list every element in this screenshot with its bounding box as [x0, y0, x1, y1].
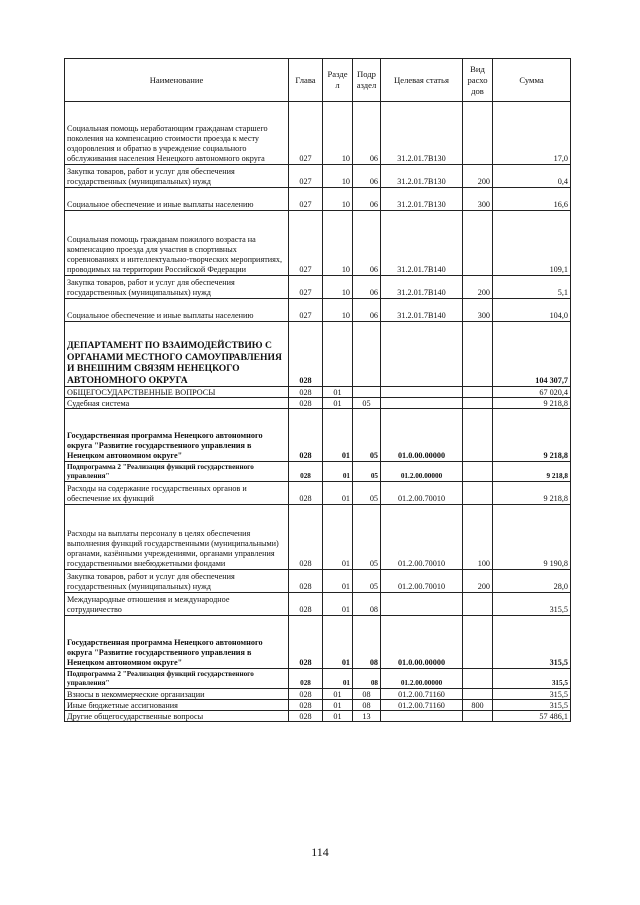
cell-vid: 800: [463, 700, 493, 711]
cell-glava: 027: [289, 276, 323, 299]
cell-podrazdel: 05: [353, 505, 381, 570]
cell-vid: [463, 689, 493, 700]
cell-celevaya: 31.2.01.7В140: [381, 299, 463, 322]
cell-vid: [463, 102, 493, 165]
table-row: [65, 398, 571, 409]
table-row-subprogram: [65, 669, 571, 689]
table-row-program: [65, 409, 571, 462]
cell-glava: 028: [289, 700, 323, 711]
cell-name: Расходы на содержание государственных органов и обеспечение их функций: [65, 482, 289, 505]
cell-celevaya: 01.2.00.00000: [381, 462, 463, 482]
cell-razdel: 01: [323, 669, 353, 689]
table-row-subprogram: [65, 462, 571, 482]
cell-razdel: 01: [323, 398, 353, 409]
cell-glava: 027: [289, 188, 323, 211]
cell-razdel: 01: [323, 482, 353, 505]
cell-vid: 200: [463, 570, 493, 593]
cell-glava: 028: [289, 482, 323, 505]
cell-razdel: 10: [323, 276, 353, 299]
cell-name: Международные отношения и международное сотрудничество: [65, 593, 289, 616]
cell-podrazdel: 06: [353, 165, 381, 188]
cell-podrazdel: 06: [353, 211, 381, 276]
table-row-department: [65, 322, 571, 387]
cell-vid: [463, 669, 493, 689]
cell-summa: 16,6: [493, 188, 571, 211]
cell-summa: 0,4: [493, 165, 571, 188]
cell-summa: 315,5: [493, 669, 571, 689]
table-header-row: [65, 59, 571, 102]
cell-podrazdel: 05: [353, 462, 381, 482]
cell-glava: 028: [289, 398, 323, 409]
cell-summa: 28,0: [493, 570, 571, 593]
cell-celevaya: 01.2.00.70010: [381, 570, 463, 593]
cell-vid: 300: [463, 188, 493, 211]
cell-glava: 028: [289, 689, 323, 700]
cell-celevaya: [381, 322, 463, 387]
table-row: [65, 593, 571, 616]
cell-razdel: 01: [323, 700, 353, 711]
table-row: [65, 482, 571, 505]
cell-name: Социальное обеспечение и иные выплаты населению: [65, 299, 289, 322]
cell-summa: 9 190,8: [493, 505, 571, 570]
cell-name: Судебная система: [65, 398, 289, 409]
cell-razdel: 10: [323, 165, 353, 188]
header-vid: Вид расхо дов: [463, 59, 493, 102]
cell-razdel: 01: [323, 616, 353, 669]
cell-vid: [463, 211, 493, 276]
cell-celevaya: 31.2.01.7В140: [381, 211, 463, 276]
table-row: [65, 387, 571, 398]
cell-podrazdel: [353, 322, 381, 387]
cell-podrazdel: 06: [353, 102, 381, 165]
cell-razdel: 01: [323, 689, 353, 700]
cell-name: Иные бюджетные ассигнования: [65, 700, 289, 711]
cell-podrazdel: 08: [353, 616, 381, 669]
cell-glava: 028: [289, 593, 323, 616]
cell-celevaya: 01.2.00.71160: [381, 689, 463, 700]
cell-name: Закупка товаров, работ и услуг для обеспечения государственных (муниципальных) нужд: [65, 165, 289, 188]
cell-name: Социальная помощь гражданам пожилого возраста на компенсацию проезда для участия в спортивных соревнованиях и интеллектуально-творческих мероприятиях, проводимых на территории Российской Федерации: [65, 211, 289, 276]
cell-name: Расходы на выплаты персоналу в целях обеспечения выполнения функций государственными (муниципальными) органами, казёнными учреждениями, органами управления государственными внебюджетными фондами: [65, 505, 289, 570]
cell-name: Государственная программа Ненецкого автономного округа "Развитие государственного управления в Ненецком автономном округе": [65, 409, 289, 462]
cell-glava: 028: [289, 711, 323, 722]
cell-razdel: 01: [323, 711, 353, 722]
cell-summa: 315,5: [493, 700, 571, 711]
cell-podrazdel: [353, 387, 381, 398]
cell-summa: 5,1: [493, 276, 571, 299]
cell-name: ДЕПАРТАМЕНТ ПО ВЗАИМОДЕЙСТВИЮ С ОРГАНАМИ МЕСТНОГО САМОУПРАВЛЕНИЯ И ВНЕШНИМ СВЯЗЯМ НЕНЕЦКОГО АВТОНОМНОГО ОКРУГА: [65, 322, 289, 387]
table-row-program: [65, 616, 571, 669]
cell-podrazdel: 08: [353, 689, 381, 700]
header-summa: Сумма: [493, 59, 571, 102]
cell-name: Закупка товаров, работ и услуг для обеспечения государственных (муниципальных) нужд: [65, 570, 289, 593]
cell-glava: 028: [289, 570, 323, 593]
cell-summa: 315,5: [493, 593, 571, 616]
cell-summa: 109,1: [493, 211, 571, 276]
cell-celevaya: 01.2.00.00000: [381, 669, 463, 689]
cell-razdel: 01: [323, 505, 353, 570]
cell-glava: 028: [289, 616, 323, 669]
cell-vid: [463, 616, 493, 669]
table-row: [65, 276, 571, 299]
table-row: [65, 711, 571, 722]
cell-name: ОБЩЕГОСУДАРСТВЕННЫЕ ВОПРОСЫ: [65, 387, 289, 398]
cell-name: Подпрограмма 2 "Реализация функций государственного управления": [65, 669, 289, 689]
cell-celevaya: [381, 387, 463, 398]
cell-podrazdel: 05: [353, 482, 381, 505]
cell-celevaya: 01.0.00.00000: [381, 409, 463, 462]
cell-name: Социальная помощь неработающим гражданам старшего поколения на компенсацию стоимости проезда к месту оздоровления и обратно в учреждение социального обслуживания населения Ненецкого автономного округа: [65, 102, 289, 165]
cell-celevaya: 01.2.00.70010: [381, 482, 463, 505]
table-row: [65, 689, 571, 700]
cell-razdel: 10: [323, 299, 353, 322]
table-row: [65, 165, 571, 188]
cell-vid: [463, 462, 493, 482]
cell-podrazdel: 05: [353, 409, 381, 462]
table-row: [65, 700, 571, 711]
cell-glava: 028: [289, 505, 323, 570]
cell-vid: 200: [463, 276, 493, 299]
header-razdel: Разде л: [323, 59, 353, 102]
cell-vid: 100: [463, 505, 493, 570]
table-row: [65, 211, 571, 276]
cell-name: Другие общегосударственные вопросы: [65, 711, 289, 722]
cell-name: Социальное обеспечение и иные выплаты населению: [65, 188, 289, 211]
cell-celevaya: 01.0.00.00000: [381, 616, 463, 669]
cell-razdel: 10: [323, 102, 353, 165]
cell-vid: [463, 482, 493, 505]
cell-name: Подпрограмма 2 "Реализация функций государственного управления": [65, 462, 289, 482]
cell-glava: 028: [289, 409, 323, 462]
cell-celevaya: [381, 398, 463, 409]
cell-vid: 300: [463, 299, 493, 322]
cell-glava: 027: [289, 299, 323, 322]
cell-podrazdel: 08: [353, 593, 381, 616]
cell-vid: [463, 322, 493, 387]
cell-celevaya: 31.2.01.7В130: [381, 188, 463, 211]
cell-razdel: 10: [323, 188, 353, 211]
cell-vid: [463, 593, 493, 616]
cell-glava: 027: [289, 211, 323, 276]
cell-summa: 17,0: [493, 102, 571, 165]
cell-podrazdel: 05: [353, 398, 381, 409]
cell-podrazdel: 08: [353, 700, 381, 711]
cell-vid: 200: [463, 165, 493, 188]
cell-vid: [463, 387, 493, 398]
cell-podrazdel: 06: [353, 276, 381, 299]
cell-summa: 9 218,8: [493, 462, 571, 482]
cell-vid: [463, 398, 493, 409]
cell-razdel: 10: [323, 211, 353, 276]
cell-podrazdel: 06: [353, 299, 381, 322]
cell-razdel: [323, 322, 353, 387]
header-celevaya: Целевая статья: [381, 59, 463, 102]
cell-summa: 57 486,1: [493, 711, 571, 722]
cell-summa: 9 218,8: [493, 398, 571, 409]
cell-glava: 027: [289, 165, 323, 188]
header-podrazdel: Подр аздел: [353, 59, 381, 102]
cell-razdel: 01: [323, 593, 353, 616]
cell-podrazdel: 08: [353, 669, 381, 689]
header-name: Наименование: [65, 59, 289, 102]
cell-summa: 315,5: [493, 689, 571, 700]
table-row: [65, 102, 571, 165]
cell-glava: 027: [289, 102, 323, 165]
cell-podrazdel: 13: [353, 711, 381, 722]
cell-celevaya: 01.2.00.70010: [381, 505, 463, 570]
budget-table: [64, 58, 571, 722]
cell-razdel: 01: [323, 409, 353, 462]
cell-name: Взносы в некоммерческие организации: [65, 689, 289, 700]
cell-glava: 028: [289, 669, 323, 689]
cell-summa: 104,0: [493, 299, 571, 322]
cell-name: Государственная программа Ненецкого автономного округа "Развитие государственного управления в Ненецком автономном округе": [65, 616, 289, 669]
table-row: [65, 570, 571, 593]
cell-razdel: 01: [323, 387, 353, 398]
cell-summa: 315,5: [493, 616, 571, 669]
cell-podrazdel: 06: [353, 188, 381, 211]
cell-razdel: 01: [323, 570, 353, 593]
table-row: [65, 188, 571, 211]
cell-name: Закупка товаров, работ и услуг для обеспечения государственных (муниципальных) нужд: [65, 276, 289, 299]
cell-summa: 104 307,7: [493, 322, 571, 387]
cell-summa: 9 218,8: [493, 482, 571, 505]
cell-razdel: 01: [323, 462, 353, 482]
cell-summa: 9 218,8: [493, 409, 571, 462]
cell-celevaya: [381, 711, 463, 722]
header-glava: Глава: [289, 59, 323, 102]
table-row: [65, 505, 571, 570]
cell-celevaya: 31.2.01.7В140: [381, 276, 463, 299]
page-number: 114: [311, 845, 329, 859]
table-row: [65, 299, 571, 322]
cell-podrazdel: 05: [353, 570, 381, 593]
cell-glava: 028: [289, 462, 323, 482]
cell-celevaya: 01.2.00.71160: [381, 700, 463, 711]
cell-celevaya: 31.2.01.7В130: [381, 165, 463, 188]
cell-summa: 67 020,4: [493, 387, 571, 398]
cell-celevaya: [381, 593, 463, 616]
cell-glava: 028: [289, 387, 323, 398]
cell-vid: [463, 711, 493, 722]
cell-celevaya: 31.2.01.7В130: [381, 102, 463, 165]
cell-glava: 028: [289, 322, 323, 387]
cell-vid: [463, 409, 493, 462]
